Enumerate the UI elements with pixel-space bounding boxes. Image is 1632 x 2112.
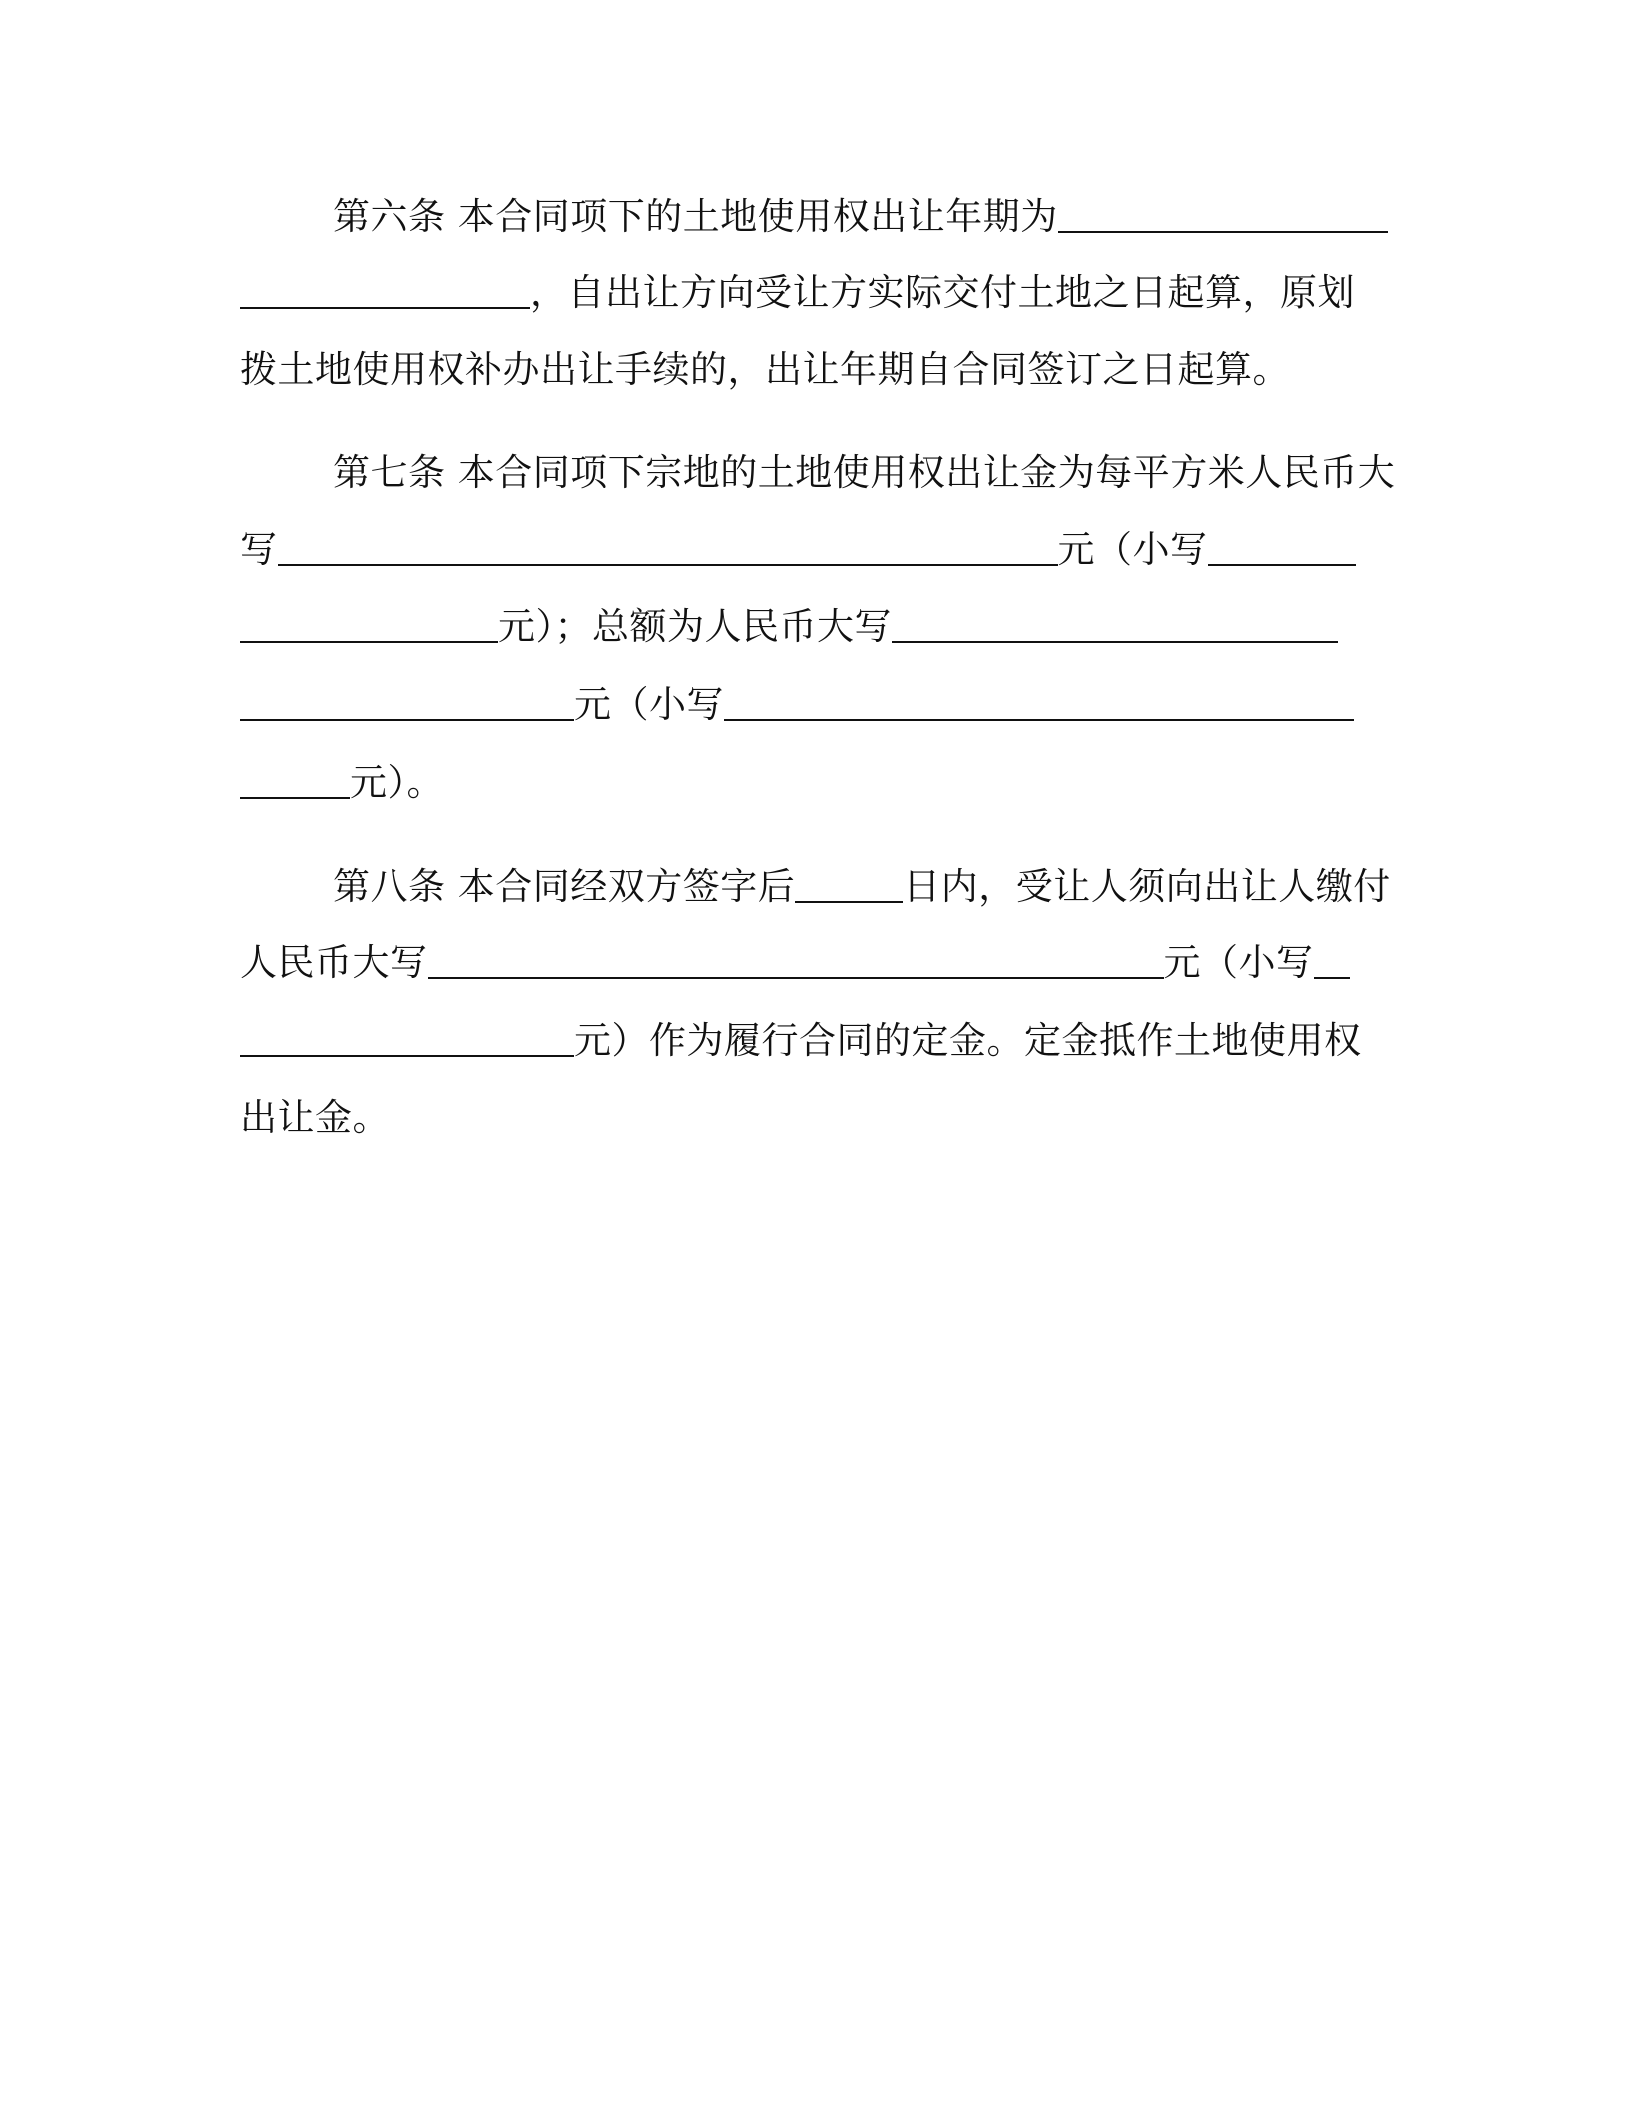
total-lowercase-blank-continued[interactable] [240, 761, 350, 799]
article6-line3-text: 拨土地使用权补办出让手续的，出让年期自合同签订之日起算。 [240, 348, 1290, 391]
article7-line2-start: 写 [240, 528, 278, 571]
article6-line1-text: 第六条 本合同项下的土地使用权出让年期为 [333, 195, 1058, 238]
article8-line1 [333, 862, 1391, 912]
article8-line2-start: 人民币大写 [240, 941, 428, 984]
article8-line1-end: 日内，受让人须向出让人缴付 [903, 865, 1391, 908]
article7-line2-mid: 元（小写 [1057, 528, 1208, 571]
term-blank-continued[interactable] [240, 271, 530, 309]
article6-line2 [240, 268, 1355, 318]
article7-line4-mid: 元（小写 [574, 683, 724, 726]
article7-line2 [240, 525, 1356, 575]
unit-price-lowercase-blank[interactable] [1208, 528, 1356, 566]
article7-line1 [333, 448, 1395, 498]
total-uppercase-blank[interactable] [892, 605, 1338, 643]
deposit-lowercase-blank-continued[interactable] [240, 1019, 574, 1057]
article8-line1-start: 第八条 本合同经双方签字后 [333, 865, 796, 908]
article8-line4-text: 出让金。 [240, 1096, 390, 1139]
unit-price-uppercase-blank[interactable] [278, 528, 1058, 566]
days-blank[interactable] [795, 865, 903, 903]
article8-line3 [240, 1016, 1362, 1066]
term-blank[interactable] [1058, 195, 1388, 233]
article7-line5-text: 元）。 [350, 761, 444, 804]
article6-line3 [240, 345, 1290, 395]
article8-line2-mid: 元（小写 [1163, 941, 1314, 984]
deposit-lowercase-blank[interactable] [1314, 941, 1350, 979]
deposit-uppercase-blank[interactable] [428, 941, 1164, 979]
article6-line2-text: ，自出让方向受让方实际交付土地之日起算，原划 [530, 271, 1355, 314]
article8-line3-text: 元）作为履行合同的定金。定金抵作土地使用权 [574, 1019, 1362, 1062]
article7-line4 [240, 680, 1354, 730]
total-lowercase-blank[interactable] [724, 683, 1354, 721]
article7-line3 [240, 602, 1338, 652]
article7-line1-text: 第七条 本合同项下宗地的土地使用权出让金为每平方米人民币大 [333, 451, 1396, 494]
total-uppercase-blank-continued[interactable] [240, 683, 574, 721]
article7-line5 [240, 758, 444, 808]
article7-line3-text: 元）；总额为人民币大写 [498, 605, 892, 648]
article6-line1 [333, 192, 1388, 242]
unit-price-lowercase-blank-continued[interactable] [240, 605, 498, 643]
article8-line4 [240, 1093, 390, 1143]
article8-line2 [240, 938, 1350, 988]
